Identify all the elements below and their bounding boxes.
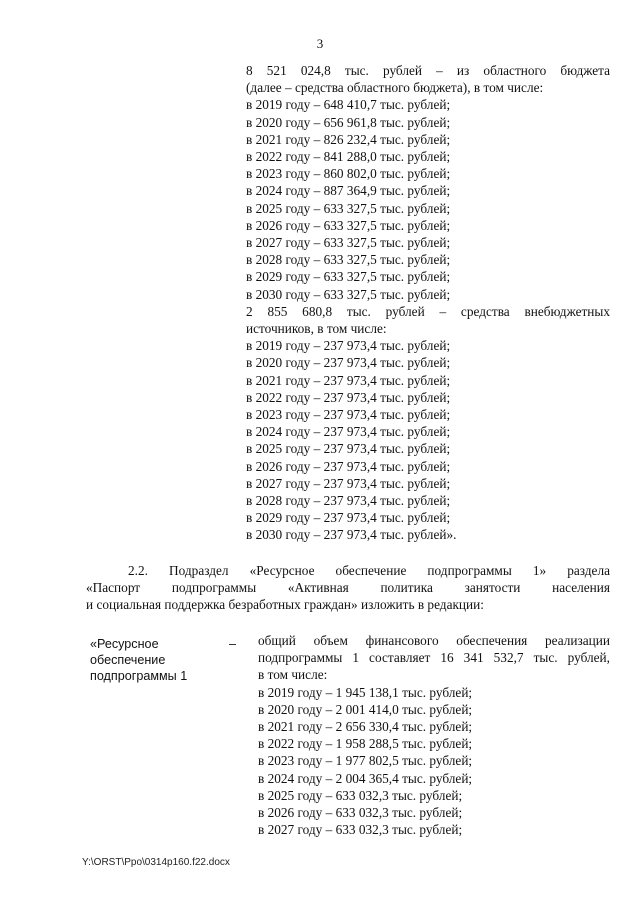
extrabudgetary-years xyxy=(246,337,610,543)
year-line: в 2024 году – 887 364,9 тыс. рублей; xyxy=(246,183,451,199)
year-line: в 2023 году – 860 802,0 тыс. рублей; xyxy=(246,166,451,182)
passport-lead-line: общий объем финансового обеспечения реализации xyxy=(258,633,610,648)
year-line: в 2020 году – 656 961,8 тыс. рублей; xyxy=(246,114,451,130)
year-line: в 2024 году – 237 973,4 тыс. рублей; xyxy=(246,424,451,440)
passport-lead-line: подпрограммы 1 составляет 16 341 532,7 тыс. рублей, xyxy=(258,650,610,666)
label-line: «Ресурсное xyxy=(90,637,159,651)
year-line: в 2022 году – 1 958 288,5 тыс. рублей; xyxy=(258,736,473,752)
year-line: в 2021 году – 2 656 330,4 тыс. рублей; xyxy=(258,719,473,735)
year-line: в 2019 году – 648 410,7 тыс. рублей; xyxy=(246,97,451,113)
year-line: в 2027 году – 633 327,5 тыс. рублей; xyxy=(246,235,451,251)
extrabudgetary-lead: 2 855 680,8 тыс. рублей – средства внебюджетных xyxy=(246,303,610,319)
year-line: в 2026 году – 633 327,5 тыс. рублей; xyxy=(246,217,451,233)
year-line: в 2020 году – 2 001 414,0 тыс. рублей; xyxy=(258,701,473,717)
paragraph-line: «Паспорт подпрограммы «Активная политика занятости населения xyxy=(86,580,610,596)
year-line: в 2024 году – 2 004 365,4 тыс. рублей; xyxy=(258,770,473,786)
page-number: 3 xyxy=(316,36,324,51)
year-line: в 2029 году – 237 973,4 тыс. рублей; xyxy=(246,510,451,526)
year-line: в 2026 году – 237 973,4 тыс. рублей; xyxy=(246,458,451,474)
passport-row-value xyxy=(258,632,610,838)
label-line: подпрограммы 1 xyxy=(90,669,188,683)
funding-sources-block xyxy=(246,62,610,544)
label-dash: – xyxy=(228,637,236,651)
year-line: в 2028 году – 237 973,4 тыс. рублей; xyxy=(246,493,451,509)
extrabudgetary-lead-cont: источников, в том числе: xyxy=(246,321,387,337)
year-line: в 2027 году – 633 032,3 тыс. рублей; xyxy=(258,822,463,838)
year-line: в 2022 году – 237 973,4 тыс. рублей; xyxy=(246,389,451,405)
year-line: в 2021 году – 826 232,4 тыс. рублей; xyxy=(246,131,451,147)
year-line: в 2029 году – 633 327,5 тыс. рублей; xyxy=(246,269,451,285)
year-line: в 2026 году – 633 032,3 тыс. рублей; xyxy=(258,805,463,821)
passport-lead-line: в том числе: xyxy=(258,667,328,683)
year-line: в 2021 году – 237 973,4 тыс. рублей; xyxy=(246,372,451,388)
paragraph-line: и социальная поддержка безработных граждан» изложить в редакции: xyxy=(86,597,484,613)
year-line: в 2023 году – 237 973,4 тыс. рублей; xyxy=(246,407,451,423)
year-line: в 2022 году – 841 288,0 тыс. рублей; xyxy=(246,149,451,165)
section-2-2-paragraph xyxy=(86,562,610,614)
regional-budget-lead-cont: (далее – средства областного бюджета), в том числе: xyxy=(246,80,544,96)
year-line: в 2025 году – 237 973,4 тыс. рублей; xyxy=(246,441,451,457)
year-line: в 2019 году – 237 973,4 тыс. рублей; xyxy=(246,338,451,354)
paragraph-line: 2.2. Подраздел «Ресурсное обеспечение подпрограммы 1» раздела xyxy=(128,563,610,578)
passport-row-label xyxy=(90,636,236,684)
year-line: в 2025 году – 633 327,5 тыс. рублей; xyxy=(246,200,451,216)
year-line: в 2019 году – 1 945 138,1 тыс. рублей; xyxy=(258,684,473,700)
label-line: обеспечение xyxy=(90,653,166,667)
year-line: в 2020 году – 237 973,4 тыс. рублей; xyxy=(246,355,451,371)
regional-budget-lead: 8 521 024,8 тыс. рублей – из областного бюджета xyxy=(246,63,610,78)
footer-file-path: Y:\ORST\Ppo\0314p160.f22.docx xyxy=(82,857,230,868)
year-line: в 2023 году – 1 977 802,5 тыс. рублей; xyxy=(258,753,473,769)
year-line: в 2027 году – 237 973,4 тыс. рублей; xyxy=(246,475,451,491)
year-line: в 2030 году – 633 327,5 тыс. рублей; xyxy=(246,286,451,302)
year-line: в 2030 году – 237 973,4 тыс. рублей». xyxy=(246,527,457,543)
regional-budget-years xyxy=(246,96,610,302)
year-line: в 2025 году – 633 032,3 тыс. рублей; xyxy=(258,787,463,803)
year-line: в 2028 году – 633 327,5 тыс. рублей; xyxy=(246,252,451,268)
